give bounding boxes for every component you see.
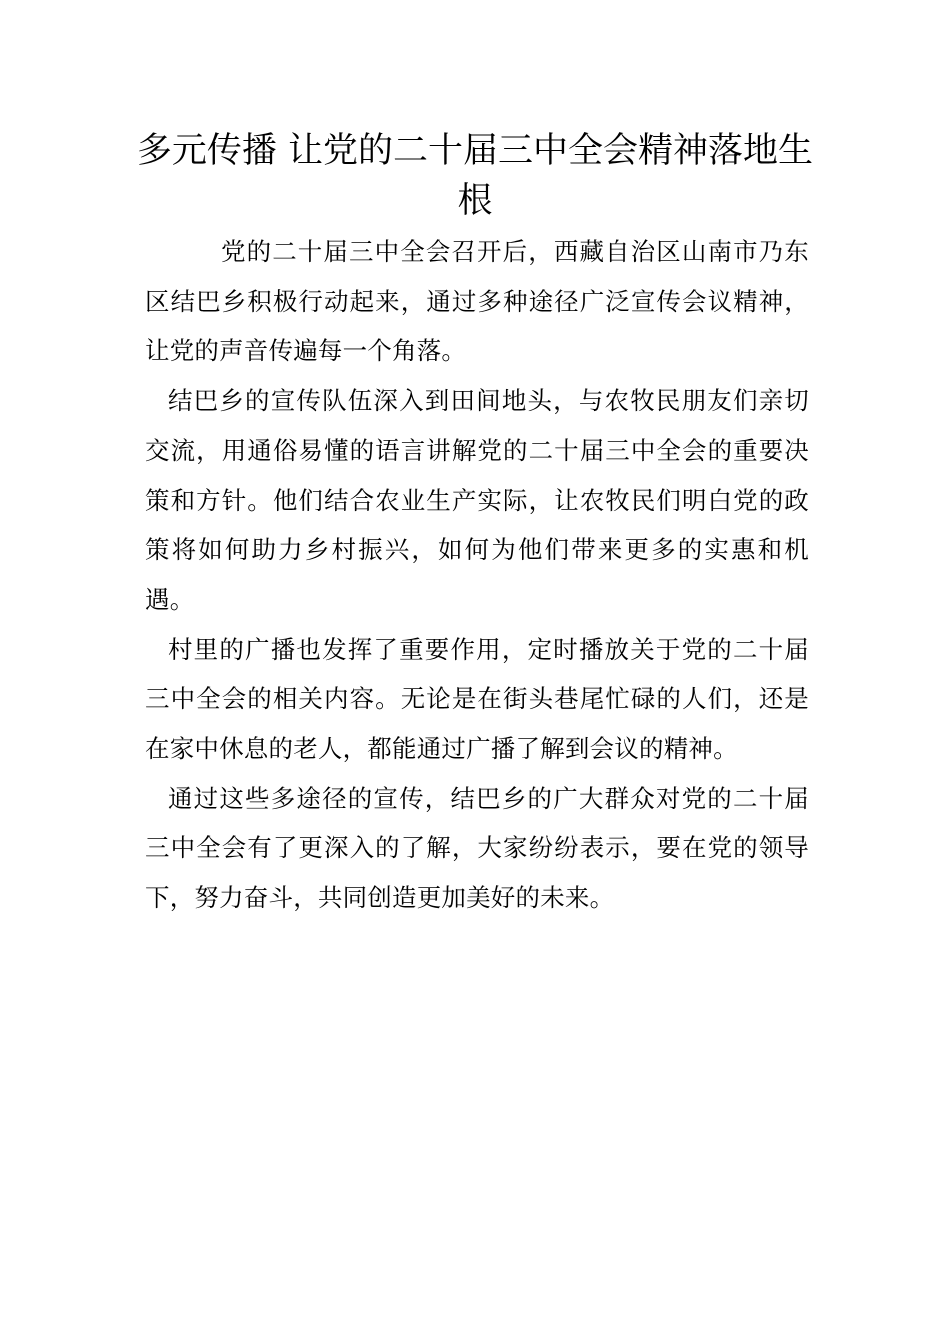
paragraph-1: 党的二十届三中全会召开后，西藏自治区山南市乃东区结巴乡积极行动起来，通过多种途径广泛宣传会议精神，让党的声音传遍每一个角落。 <box>145 237 809 366</box>
paragraph-3: 村里的广播也发挥了重要作用，定时播放关于党的二十届三中全会的相关内容。无论是在街头巷尾忙碌的人们，还是在家中休息的老人，都能通过广播了解到会议的精神。 <box>145 634 809 764</box>
paragraph-4: 通过这些多途径的宣传，结巴乡的广大群众对党的二十届三中全会有了更深入的了解，大家纷纷表示，要在党的领导下，努力奋斗，共同创造更加美好的未来。 <box>145 783 809 913</box>
paragraph-2: 结巴乡的宣传队伍深入到田间地头，与农牧民朋友们亲切交流，用通俗易懂的语言讲解党的二十届三中全会的重要决策和方针。他们结合农业生产实际，让农牧民们明白党的政策将如何助力乡村振兴，如何为他们带来更多的实惠和机遇。 <box>145 386 809 614</box>
document-body <box>145 227 809 923</box>
document-title: 多元传播 让党的二十届三中全会精神落地生根 <box>136 131 814 221</box>
